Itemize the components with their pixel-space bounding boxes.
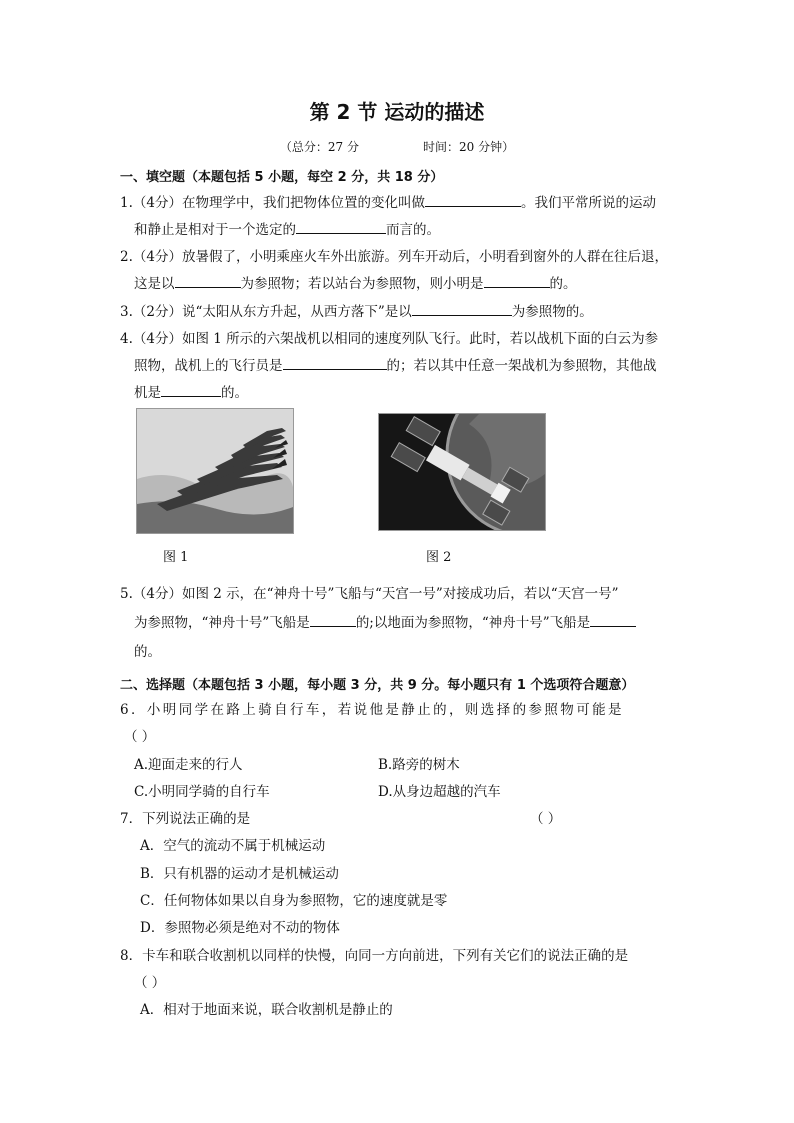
question-2-line-2: 这是以 为参照物；若以站台为参照物，则小明是 的。 xyxy=(134,276,577,292)
question-4-line-1: 4.（4分）如图 1 所示的六架战机以相同的速度列队飞行。此时，若以战机下面的白云为参 xyxy=(120,331,659,347)
option-7c[interactable]: C．任何物体如果以自身为参照物，它的速度就是零 xyxy=(140,893,448,909)
question-8-stem: 8．卡车和联合收割机以同样的快慢，向同一方向前进，下列有关它们的说法正确的是 xyxy=(120,948,629,964)
answer-blank[interactable] xyxy=(412,303,512,316)
question-4-line-2: 照物，战机上的飞行员是 的；若以其中任意一架战机为参照物，其他战 xyxy=(134,358,657,374)
question-5-line-2: 为参照物，“神舟十号”飞船是 的;以地面为参照物，“神舟十号”飞船是 xyxy=(134,611,636,631)
section-1-heading: 一、填空题（本题包括 5 小题，每空 2 分，共 18 分） xyxy=(120,170,444,185)
question-6-paren: （ ） xyxy=(124,729,156,745)
answer-blank[interactable] xyxy=(175,275,241,288)
question-6-stem: 6．小明同学在路上骑自行车，若说他是静止的，则选择的参照物可能是 xyxy=(120,702,624,718)
option-7d[interactable]: D．参照物必须是绝对不动的物体 xyxy=(140,920,340,936)
question-1-line-2: 和静止是相对于一个选定的 而言的。 xyxy=(134,222,440,238)
answer-blank[interactable] xyxy=(425,194,521,207)
option-7a[interactable]: A．空气的流动不属于机械运动 xyxy=(140,838,326,854)
question-7-paren: （ ） xyxy=(530,811,562,827)
question-3: 3.（2分）说“太阳从东方升起，从西方落下”是以 为参照物的。 xyxy=(120,304,593,320)
answer-blank[interactable] xyxy=(484,275,550,288)
option-7b[interactable]: B．只有机器的运动才是机械运动 xyxy=(140,866,339,882)
answer-blank[interactable] xyxy=(310,614,356,627)
answer-blank[interactable] xyxy=(283,357,387,370)
question-1-line-1: 1.（4分）在物理学中，我们把物体位置的变化叫做 。我们平常所说的运动 xyxy=(120,195,656,211)
section-2-heading: 二、选择题（本题包括 3 小题，每小题 3 分，共 9 分。每小题只有 1 个选项符合题意） xyxy=(120,678,635,693)
option-8a[interactable]: A．相对于地面来说，联合收割机是静止的 xyxy=(140,1002,393,1018)
question-8-paren: （ ） xyxy=(134,975,166,991)
page-title: 第 2 节 运动的描述 xyxy=(309,100,485,124)
option-6b[interactable]: B.路旁的树木 xyxy=(378,757,460,773)
figure-2-caption: 图 2 xyxy=(426,550,452,565)
option-6d[interactable]: D.从身边超越的汽车 xyxy=(378,784,501,800)
question-2-line-1: 2.（4分）放暑假了，小明乘座火车外出旅游。列车开动后，小明看到窗外的人群在往后退， xyxy=(120,249,668,265)
question-5-line-1: 5.（4分）如图 2 示，在“神舟十号”飞船与“天宫一号”对接成功后，若以“天宫一号” xyxy=(120,586,619,602)
figure-1-caption: 图 1 xyxy=(163,550,189,565)
answer-blank[interactable] xyxy=(161,384,221,397)
answer-blank[interactable] xyxy=(296,221,386,234)
option-6c[interactable]: C.小明同学骑的自行车 xyxy=(134,784,270,800)
total-score: （总分：27 分 xyxy=(279,140,359,154)
exam-meta xyxy=(0,138,794,155)
answer-blank[interactable] xyxy=(590,614,636,627)
time-limit: 时间：20 分钟） xyxy=(423,140,515,154)
figure-1-jets-image xyxy=(136,408,294,534)
question-5-line-3: 的。 xyxy=(134,644,161,660)
question-4-line-3: 机是 的。 xyxy=(134,385,248,401)
figure-2-docking-image xyxy=(378,413,546,531)
option-6a[interactable]: A.迎面走来的行人 xyxy=(134,757,243,773)
question-7-stem: 7．下列说法正确的是 xyxy=(120,811,251,827)
